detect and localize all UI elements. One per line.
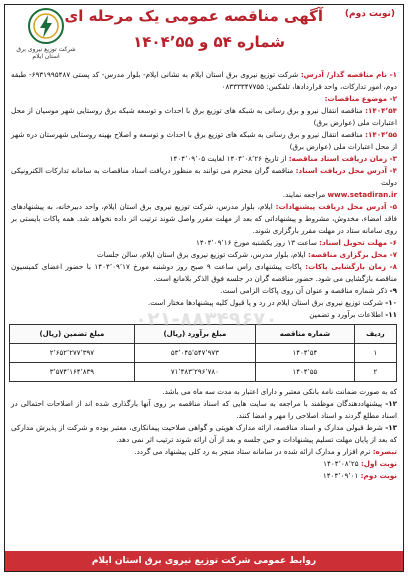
notice-item: ۶- مهلت تحویل اسناد: ساعت ۱۳ روز یکشنبه مورخ ۱۴۰۴٬۰۹٬۱۶ — [195, 238, 397, 247]
tender-notice — [4, 4, 404, 572]
publish-date-second: نوبت دوم: ۱۴۰۴٬۰۹٬۰۱ — [322, 471, 397, 480]
table-row — [10, 363, 397, 382]
estimate-table — [9, 324, 397, 382]
lightning-logo-icon — [27, 7, 65, 45]
notice-item: ۱۴۰۴٬۵۵: مناقصه انتقال نیرو و برق رسانی به شبکه های توزیع برق با احداث و توسعه و اصلاح بهینه روستایی شهرستان دره شهر از محل اعتبارات ملی (عوارض برق) — [11, 130, 397, 151]
notice-item: که به صورت ضمانت نامه بانکی معتبر و دارای اعتبار به مدت سه ماه می باشد. — [162, 387, 397, 396]
publish-date-first: نوبت اول: ۱۴۰۴٬۰۸٬۲۵ — [323, 459, 397, 468]
notice-item: ۴- آدرس محل دریافت اسناد: مناقصه گران محترم می توانند به منظور دریافت اسناد مناقصات به سامانه تدارکات الکترونیکی دولت — [11, 166, 398, 187]
notice-header — [5, 5, 403, 69]
setadiran-link[interactable]: www.setadiran.ir — [327, 190, 397, 199]
notice-body — [5, 69, 403, 482]
notice-item: ۱- نام مناقصه گذار/ آدرس: شرکت توزیع نیروی برق استان ایلام به نشانی ایلام- بلوار مدرس- کد پستی ۶۹۳۱۹۹۵۴۸۷- طبقه دوم، امور تدارکات، واحد قراردادها، تلفکس: ۰۸۳۳۳۳۴۷۷۵۵ — [11, 70, 397, 91]
table-cell: ۵۳٬۰۴۵٬۵۴۷٬۹۷۳ — [134, 344, 255, 363]
footer-banner: روابط عمومی شرکت توزیع نیروی برق استان ایلام — [5, 551, 403, 571]
column-header: ردیف — [354, 325, 396, 344]
notice-item: ۷- محل برگزاری مناقصه: ایلام، بلوار مدرس، شرکت توزیع نیروی برق استان ایلام، سالن جلسات — [96, 250, 397, 259]
column-header: مبلغ تضمین (ریال) — [10, 325, 135, 344]
round-label: (نوبت دوم) — [344, 9, 395, 19]
table-cell: ۱۴۰۴٬۵۵ — [255, 363, 354, 382]
table-cell: ۱۴۰۴٬۵۴ — [255, 344, 354, 363]
notice-number: شماره ۵۴ و ۱۴۰۴٬۵۵ — [133, 33, 285, 51]
notice-item: www.setadiran.ir مراجعه نمایند. — [282, 190, 397, 199]
notice-item: ۱۲- پیشنهاددهندگان موظفند با مراجعه به سایت هایی که اسناد مناقصه بر روی آنها بارگذاری شده اند از اصلاحات احتمالی در اسناد مطلع گردند و اسناد اصلاحی را مهر و امضا کنند. — [11, 399, 397, 420]
table-cell: ۱ — [354, 344, 396, 363]
notice-item: تبصره: نرم افزار و مدارک ارائه شده در سامانه ستاد منجر به رد کلی پیشنهاد می گردد. — [134, 447, 397, 456]
notice-item: ۸- زمان بازگشایی پاکات: پاکات پیشنهادی راس ساعت ۹ صبح روز دوشنبه مورخ ۱۴۰۴٬۰۹٬۱۷ با حضور اعضای کمیسیون مناقصه بازگشایی می شود. حضور مناقصه گران در جلسه فوق الذکر بلامانع است. — [11, 262, 398, 283]
notice-item: ۱۱- اطلاعات برآورد و تضمین — [309, 310, 397, 319]
company-logo-text: شرکت توزیع نیروی برق استان ایلام — [16, 46, 76, 60]
table-cell: ۲ — [354, 363, 396, 382]
company-logo — [15, 7, 77, 60]
phone-watermark: ۰۲۱-۸۸۳۴۹۶۷۰ — [135, 307, 278, 331]
notice-item: ۱۳- شرط قبولی مدارک و اسناد مناقصه، ارائه مدارک هویتی و گواهی صلاحیت پیمانکاری، معتبر بوده و شرکت از پذیرش مدارکی که بعد از پایان مهلت تسلیم پیشنهادات و حین جلسه و بعد از آن ارائه شوند ترتیب اثر نمی دهد. — [11, 423, 397, 444]
notice-item: ۳- زمان دریافت اسناد مناقصه: از تاریخ ۱۴۰۴٬۰۸٬۲۶ لغایت ۱۴۰۴٬۰۹٬۰۵ — [169, 154, 397, 163]
column-header: شماره مناقصه — [255, 325, 354, 344]
notice-item: ۵- آدرس محل دریافت پیشنهادات: ایلام، بلوار مدرس، شرکت توزیع نیروی برق استان ایلام، واحد دبیرخانه، به پیشنهادهای فاقد امضاء، مخدوش، مشروط و پیشنهاداتی که بعد از مهلت مقرر واصل شوند ترتیب اثر داده نخواهد شد. همه پاکات بایستی بر روی سامانه ستاد در مهلت مقرر بارگزاری شوند. — [11, 202, 398, 235]
column-header: مبلغ برآورد (ریال) — [134, 325, 255, 344]
notice-item: ۱۴۰۴٬۵۴: مناقصه انتقال نیرو و برق رسانی به شبکه های توزیع برق با احداث و توسعه شبکه برق روستایی شهر موسیان از محل اعتبارات ملی (عوارض برق) — [11, 106, 397, 127]
table-cell: ۷۱٬۴۸۳٬۲۹۶٬۷۸۰ — [134, 363, 255, 382]
notice-title: آگهی مناقصه عمومی یک مرحله ای — [64, 7, 323, 25]
notice-item: ۱۰- شرکت توزیع نیروی برق استان ایلام در رد و یا قبول کلیه پیشنهادها مختار است. — [147, 298, 397, 307]
table-cell: ۳٬۵۷۴٬۱۶۴٬۸۳۹ — [10, 363, 135, 382]
notice-item: ۹- ذکر شماره مناقصه و عنوان آن روی پاکات الزامی است. — [220, 286, 397, 295]
table-row — [10, 344, 397, 363]
table-cell: ۲٬۶۵۲٬۲۷۷٬۳۹۷ — [10, 344, 135, 363]
notice-item: ۲- موضوع مناقصات: — [324, 94, 397, 103]
